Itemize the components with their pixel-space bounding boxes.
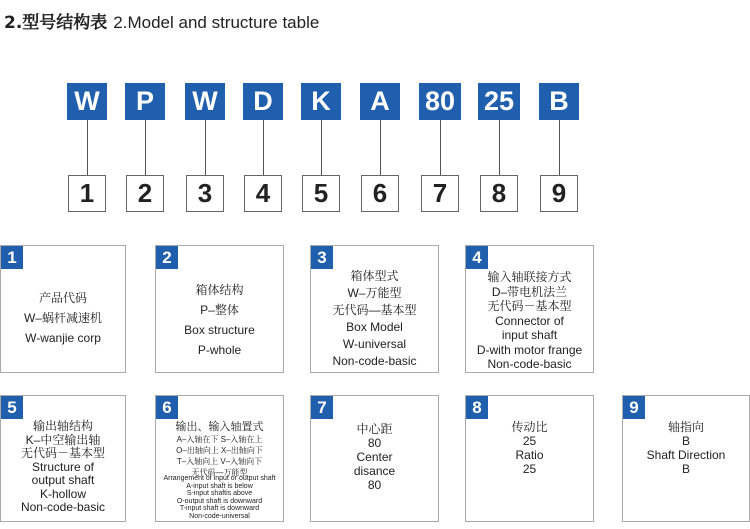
card-line: 传动比	[511, 420, 548, 434]
card-text	[156, 421, 283, 478]
connector-line-6	[380, 120, 381, 175]
card-line: D–带电机法兰	[491, 284, 568, 299]
card-line: A–入轴在下 S–入轴在上	[176, 435, 263, 444]
card-text	[311, 268, 438, 370]
card-badge: 5	[1, 396, 23, 419]
page-title	[4, 8, 319, 33]
code-box-2: P	[125, 83, 165, 120]
card-line: Structure of	[31, 459, 95, 474]
card-line: input shaft	[501, 328, 558, 342]
card-line: Arrangement of input or output shaft	[163, 475, 276, 482]
card-line: 产品代码	[38, 291, 87, 305]
card-line: D-with motor frange	[476, 342, 583, 357]
card-text	[1, 288, 125, 348]
card-6	[155, 395, 284, 522]
code-box-7: 80	[419, 83, 461, 120]
card-line: O-output shaft is downward	[176, 497, 263, 505]
card-9	[622, 395, 750, 522]
card-4	[465, 245, 594, 373]
card-line: Ratio	[515, 448, 544, 462]
connector-line-5	[321, 120, 322, 175]
index-box-2: 2	[126, 175, 164, 212]
card-text-english	[156, 475, 283, 521]
card-line: Non-code-basic	[487, 357, 572, 371]
card-line: 输出轴结构	[32, 419, 93, 433]
card-line: Center	[356, 450, 393, 464]
code-box-5: K	[301, 83, 341, 120]
card-line: W–万能型	[347, 286, 402, 300]
code-box-6: A	[360, 83, 400, 120]
card-text	[466, 420, 593, 476]
index-box-8: 8	[480, 175, 518, 212]
code-box-1: W	[67, 83, 107, 120]
card-3	[310, 245, 439, 373]
card-line: 箱体型式	[350, 269, 399, 283]
card-line: 25	[522, 462, 537, 476]
card-line: Non-code-universal	[189, 512, 250, 520]
card-2	[155, 245, 284, 373]
card-line: T–入轴向上 V–入轴向下	[176, 457, 263, 466]
card-text	[1, 420, 125, 515]
card-line: Shaft Direction	[646, 448, 726, 462]
card-line: W-wanjie corp	[25, 331, 101, 345]
card-badge: 4	[466, 246, 488, 269]
code-box-3: W	[185, 83, 225, 120]
card-line: 无代码—基本型	[332, 303, 417, 317]
connector-line-2	[145, 120, 146, 175]
card-line: A-input shaft is below	[186, 482, 253, 490]
card-1	[0, 245, 126, 373]
card-line: Box structure	[184, 323, 255, 337]
connector-line-4	[263, 120, 264, 175]
card-5	[0, 395, 126, 522]
card-badge: 7	[311, 396, 333, 419]
card-text	[156, 280, 283, 360]
card-badge: 8	[466, 396, 488, 419]
title-number: 2.	[4, 13, 23, 33]
card-line: 轴指向	[667, 420, 704, 434]
card-line: 80	[367, 478, 382, 492]
card-badge: 6	[156, 396, 178, 419]
connector-line-7	[440, 120, 441, 175]
card-line: disance	[353, 464, 396, 478]
card-line: P-whole	[197, 343, 242, 357]
card-line: 中心距	[356, 422, 393, 436]
card-line: K-hollow	[39, 486, 87, 501]
card-line: Non-code-basic	[20, 500, 106, 514]
card-text	[466, 270, 593, 372]
card-line: S-input shaftis above	[186, 490, 253, 498]
title-english: 2.Model and structure table	[113, 13, 320, 32]
card-line: Box Model	[346, 320, 403, 334]
card-line: K–中空输出轴	[25, 432, 101, 447]
card-line: P–整体	[200, 303, 239, 317]
card-line: B	[681, 462, 690, 476]
card-line: 80	[367, 436, 382, 450]
code-box-9: B	[539, 83, 579, 120]
card-badge: 1	[1, 246, 23, 269]
index-box-4: 4	[244, 175, 282, 212]
card-8	[465, 395, 594, 522]
card-line: output shaft	[31, 473, 95, 487]
index-box-5: 5	[302, 175, 340, 212]
card-line: W–蜗杆减速机	[23, 311, 102, 325]
card-line: T-input shaft is downward	[179, 505, 260, 513]
connector-line-9	[559, 120, 560, 175]
card-line: 输入轴联接方式	[487, 270, 572, 284]
card-text	[623, 420, 749, 476]
code-box-4: D	[243, 83, 283, 120]
card-line: Non-code-basic	[332, 354, 417, 368]
index-box-9: 9	[540, 175, 578, 212]
card-line: 25	[522, 434, 537, 448]
card-line: B	[681, 434, 690, 448]
card-badge: 2	[156, 246, 178, 269]
card-7	[310, 395, 439, 522]
card-badge: 3	[311, 246, 333, 269]
card-line: 输出、输入轴置式	[175, 421, 264, 433]
card-line: W-universal	[342, 337, 407, 351]
card-line: 无代码－基本型	[20, 446, 105, 460]
connector-line-3	[205, 120, 206, 175]
code-box-8: 25	[478, 83, 520, 120]
card-line: 无代码－基本型	[487, 299, 572, 313]
card-text	[311, 422, 438, 492]
index-box-1: 1	[68, 175, 106, 212]
card-line: 无代码—万能型	[191, 468, 248, 477]
index-box-3: 3	[186, 175, 224, 212]
card-line: 箱体结构	[195, 283, 244, 297]
card-line: O–出轴向上 X–出轴向下	[176, 446, 263, 455]
index-box-7: 7	[421, 175, 459, 212]
connector-line-8	[499, 120, 500, 175]
title-chinese: 型号结构表	[22, 13, 108, 33]
card-line: Connector of	[495, 313, 564, 328]
card-badge: 9	[623, 396, 645, 419]
index-box-6: 6	[361, 175, 399, 212]
connector-line-1	[87, 120, 88, 175]
